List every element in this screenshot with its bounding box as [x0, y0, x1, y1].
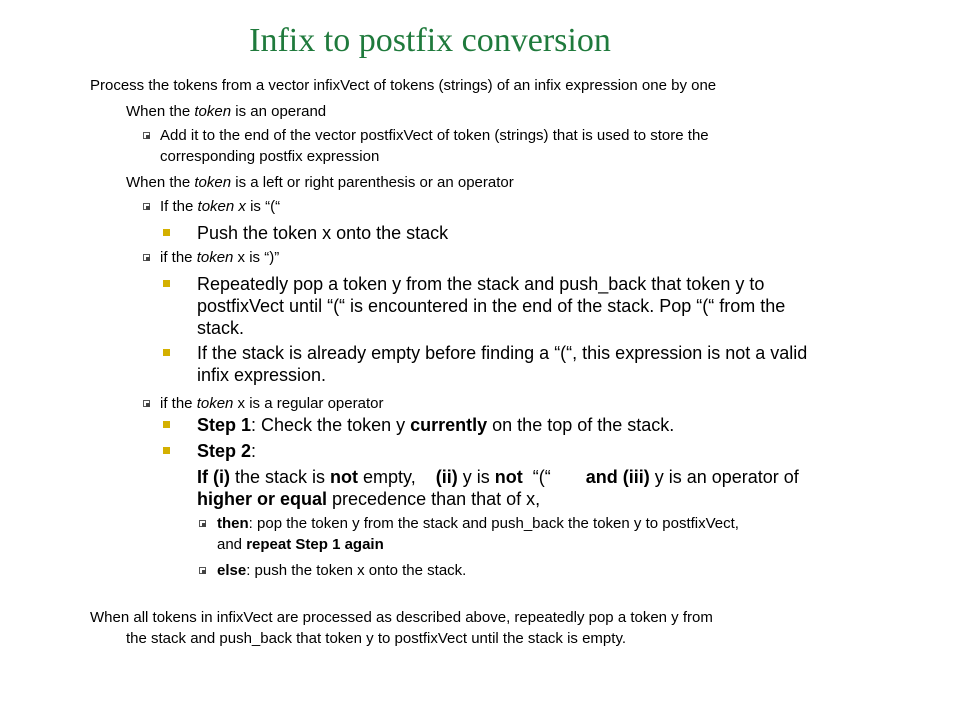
- repeat-pop-line1: Repeatedly pop a token y from the stack and push_back that token y to: [197, 274, 765, 294]
- empty-stack-line2: infix expression.: [197, 365, 327, 385]
- step1-text: Step 1: Check the token y currently on the top of the stack.: [197, 415, 675, 435]
- operand-action-line1: Add it to the end of the vector postfixVect of token (strings) that is used to store the: [160, 127, 709, 144]
- bullet-icon: [163, 280, 170, 287]
- else-line: else: push the token x onto the stack.: [217, 562, 467, 579]
- then-line2: and repeat Step 1 again: [217, 536, 384, 553]
- step2-condition-line1: If (i) the stack is not empty, (ii) y is not “(“ and (iii) y is an operator of: [197, 467, 799, 487]
- left-paren-case: If the token x is “(“: [160, 198, 281, 215]
- operand-action-line2: corresponding postfix expression: [160, 148, 380, 165]
- operand-heading: When the token is an operand: [126, 103, 327, 120]
- slide-title: Infix to postfix conversion: [249, 22, 611, 59]
- right-paren-case: if the token x is “)”: [160, 249, 280, 266]
- paren-heading: When the token is a left or right parenthesis or an operator: [126, 174, 514, 191]
- bullet-icon: [163, 349, 170, 356]
- then-line1: then: pop the token y from the stack and push_back the token y to postfixVect,: [217, 515, 739, 532]
- empty-stack-line1: If the stack is already empty before finding a “(“, this expression is not a valid: [197, 343, 808, 363]
- final-text-line1: When all tokens in infixVect are processed as described above, repeatedly pop a token y from: [90, 609, 713, 626]
- repeat-pop-line2: postfixVect until “(“ is encountered in the end of the stack. Pop “(“ from the: [197, 296, 786, 316]
- bullet-icon: [163, 229, 170, 236]
- square-bullet-icon: [143, 203, 150, 210]
- operator-case: if the token x is a regular operator: [160, 395, 384, 412]
- intro-text: Process the tokens from a vector infixVect of tokens (strings) of an infix expression one by one: [90, 77, 717, 94]
- square-bullet-icon: [143, 132, 150, 139]
- step2-condition-line2: higher or equal precedence than that of x,: [197, 489, 541, 509]
- repeat-pop-line3: stack.: [197, 318, 245, 338]
- final-text-line2: the stack and push_back that token y to postfixVect until the stack is empty.: [126, 630, 626, 647]
- left-paren-action: Push the token x onto the stack: [197, 223, 449, 243]
- square-bullet-icon: [199, 520, 206, 527]
- step2-label: Step 2:: [197, 441, 257, 461]
- square-bullet-icon: [199, 567, 206, 574]
- bullet-icon: [163, 421, 170, 428]
- square-bullet-icon: [143, 254, 150, 261]
- bullet-icon: [163, 447, 170, 454]
- square-bullet-icon: [143, 400, 150, 407]
